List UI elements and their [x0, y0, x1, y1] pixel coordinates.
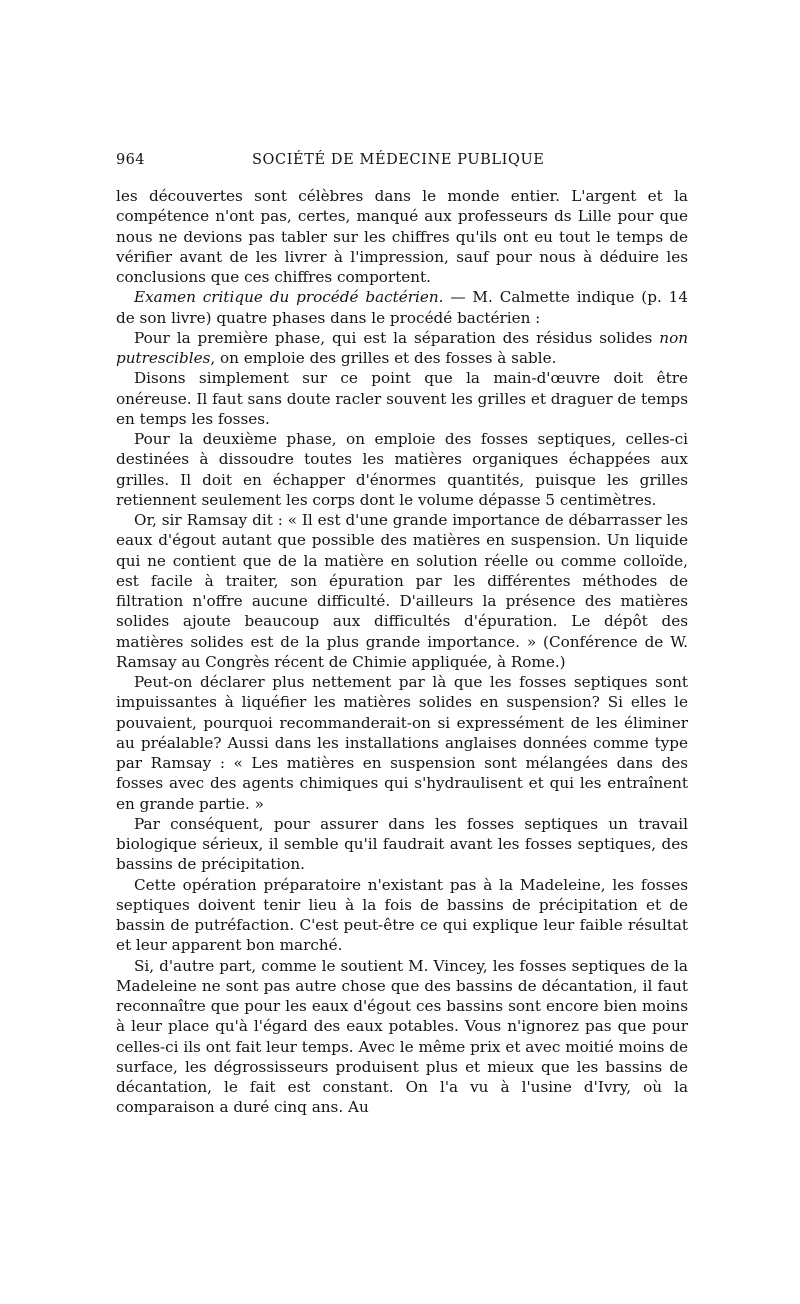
paragraph-text: Disons simplement sur ce point que la main-d'œuvre doit être onéreuse. Il faut sans doute racler souvent les grilles et draguer de temps en temps les fosses. [116, 369, 688, 428]
italic-term: non putrescibles [116, 328, 688, 367]
paragraph-10 [116, 956, 688, 1118]
paragraph-7 [116, 672, 688, 814]
paragraph-6 [116, 510, 688, 672]
paragraph-text: Pour la deuxième phase, on emploie des fosses septiques, celles-ci destinées à dissoudre toutes les matières organiques échappées aux grilles. Il doit en échapper d'énormes quantités, puisque les grilles retiennent seulement les corps dont le volume dépasse 5 centimètres. [116, 430, 688, 509]
paragraph-5 [116, 429, 688, 510]
paragraph-text: Cette opération préparatoire n'existant pas à la Madeleine, les fosses septiques doivent tenir lieu à la fois de bassins de précipitation et de bassin de putréfaction. C'est peut-être ce qui explique leur faible résultat et leur apparent bon marché. [116, 875, 688, 955]
paragraph-text: Or, sir Ramsay dit : « Il est d'une grande importance de débarrasser les eaux d'égout autant que possible des matières en suspension. Un liquide qui ne contient que de la matière en solution réelle ou comme colloïde, est facile à traiter, son épuration par les différentes méthodes de filtration n'offre aucune difficulté. D'ailleurs la présence des matières solides ajoute beaucoup aux difficultés d'épuration. Le dépôt des matières solides est de la plus grande importance. » (Conférence de W. Ramsay au Congrès récent de Chimie appliquée, à Rome.) [116, 511, 688, 671]
paragraph-2 [116, 287, 688, 328]
paragraph-9 [116, 875, 688, 956]
paragraph-text: Si, d'autre part, comme le soutient M. Vincey, les fosses septiques de la Madeleine ne sont pas autre chose que des bassins de décantation, il faut reconnaître que pour les eaux d'égout ces bassins sont encore bien moins à leur place qu'à l'égard des eaux potables. Vous n'ignorez pas que pour celles-ci ils ont fait leur temps. Avec le même prix et avec moitié moins de surface, les dégrossisseurs produisent plus et mieux que les bassins de décantation, le fait est constant. On l'a vu à l'usine d'Ivry, où la comparaison a duré cinq ans. Au [116, 956, 688, 1117]
paragraph-8 [116, 814, 688, 875]
body-text [116, 186, 688, 1118]
running-title: SOCIÉTÉ DE MÉDECINE PUBLIQUE [252, 152, 545, 168]
section-heading-italic: Examen critique du procédé bactérien. [134, 288, 444, 307]
paragraph-text: Peut-on déclarer plus nettement par là que les fosses septiques sont impuissantes à liquéfier les matières solides en suspension? Si elles le pouvaient, pourquoi recommanderait-on si expressément de les éliminer au préalable? Aussi dans les installations anglaises données comme type par Ramsay : « Les matières en suspension sont mélangées dans des fosses avec des agents chimiques qui s'hydraulisent et qui les entraînent en grande partie. » [116, 673, 688, 813]
document-page [116, 148, 688, 1117]
paragraph-1 [116, 186, 688, 287]
page-header [116, 148, 688, 178]
paragraph-text: — M. Calmette indique (p. 14 de son livre) quatre phases dans le procédé bactérien : [116, 288, 688, 327]
paragraph-text: Par conséquent, pour assurer dans les fosses septiques un travail biologique sérieux, il semble qu'il faudrait avant les fosses septiques, des bassins de précipitation. [116, 814, 688, 874]
paragraph-3 [116, 328, 688, 369]
paragraph-text: Pour la première phase, qui est la séparation des résidus solides [134, 328, 660, 347]
paragraph-4 [116, 368, 688, 429]
page-number: 964 [116, 152, 145, 168]
paragraph-text-after: , on emploie des grilles et des fosses à sable. [210, 349, 557, 367]
paragraph-text: les découvertes sont célèbres dans le monde entier. L'argent et la compétence n'ont pas, certes, manqué aux professeurs ds Lille pour que nous ne devions pas tabler sur les chiffres qu'ils ont eu tout le temps de vérifier avant de les livrer à l'impression, sauf pour nous à déduire les conclusions que ces chiffres comportent. [116, 187, 688, 286]
